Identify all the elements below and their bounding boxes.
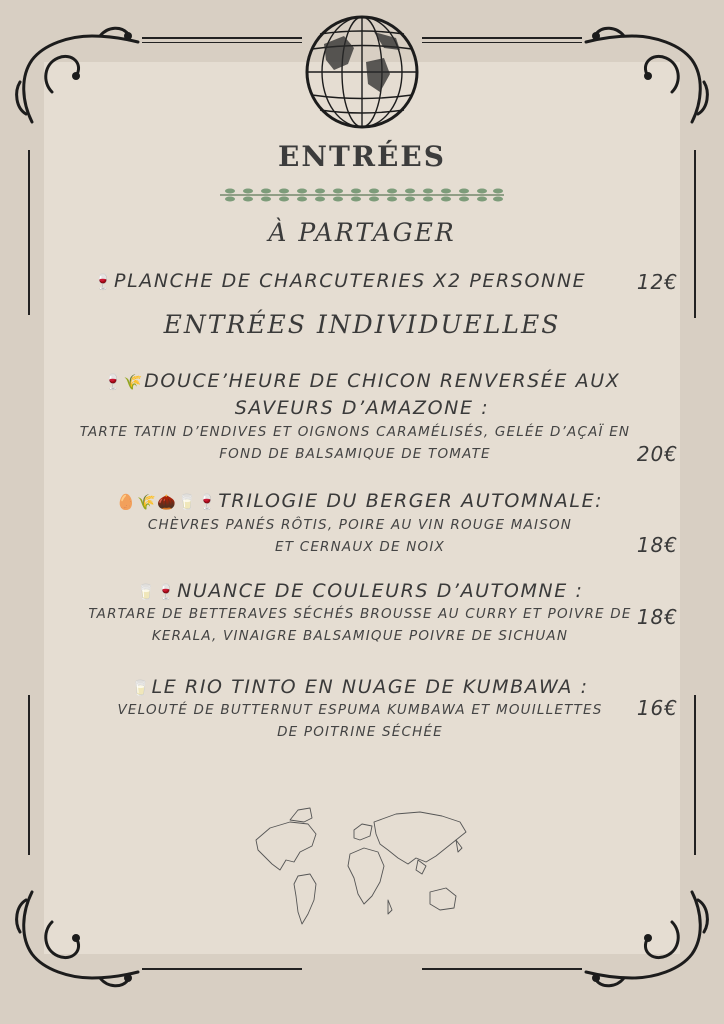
laurel-divider-icon [218, 186, 506, 204]
menu-item-name [70, 488, 650, 515]
allergen-icons: 🥛 [131, 679, 152, 697]
frame-left-line-lower [28, 695, 30, 855]
menu-item-description: KERALA, VINAIGRE BALSAMIQUE POIVRE DE SICHUAN [151, 628, 569, 644]
frame-bottom-left-line [142, 968, 302, 970]
frame-top-left-line [142, 37, 302, 39]
frame-top-right-line-2 [422, 42, 582, 43]
menu-item-label: DOUCE’HEURE DE CHICON RENVERSÉE AUX SAVEURS D’AMAZONE : [144, 370, 621, 419]
section-title-individual: ENTRÉES INDIVIDUELLES [163, 310, 561, 339]
allergen-icons: 🥛🍷 [136, 583, 178, 601]
frame-top-right-line [422, 37, 582, 39]
allergen-icons: 🥚🌾🌰🥛🍷 [116, 493, 219, 511]
frame-top-left-line-2 [142, 42, 302, 43]
frame-bottom-right-line [422, 968, 582, 970]
menu-item-description: TARTE TATIN D’ENDIVES ET OIGNONS CARAMÉLISÉS, GELÉE D’AÇAÏ EN [79, 424, 631, 440]
allergen-icons: 🍷🌾 [103, 373, 145, 391]
frame-right-line-lower [694, 695, 696, 855]
menu-item-description: CHÈVRES PANÉS RÔTIS, POIRE AU VIN ROUGE MAISON [147, 517, 573, 533]
menu-item-description: ET CERNAUX DE NOIX [275, 539, 445, 555]
menu-item-name [60, 268, 620, 295]
menu-item-name [70, 674, 650, 701]
world-map-icon [250, 800, 476, 950]
menu-item-label: NUANCE DE COULEURS D’AUTOMNE : [177, 580, 584, 602]
menu-item-description: FOND DE BALSAMIQUE DE TOMATE [219, 446, 491, 462]
corner-ornament-bottom-right-icon [582, 882, 712, 992]
menu-item-description: VELOUTÉ DE BUTTERNUT ESPUMA KUMBAWA ET MOUILLETTES [117, 702, 603, 718]
menu-item-price: 18€ [636, 533, 678, 557]
corner-ornament-top-left-icon [12, 22, 142, 132]
corner-ornament-top-right-icon [582, 22, 712, 132]
menu-item-price: 16€ [636, 696, 678, 720]
menu-item-price: 18€ [636, 605, 678, 629]
section-title-sharing: À PARTAGER [268, 218, 456, 247]
menu-item-price: 12€ [636, 270, 678, 294]
menu-item-description: DE POITRINE SÉCHÉE [277, 724, 443, 740]
globe-icon [304, 14, 420, 130]
menu-item-name [62, 368, 662, 421]
menu-item-name [70, 578, 650, 605]
page-title: ENTRÉES [278, 140, 446, 173]
corner-ornament-bottom-left-icon [12, 882, 142, 992]
menu-item-label: PLANCHE DE CHARCUTERIES X2 PERSONNE [114, 270, 587, 292]
menu-item-description: TARTARE DE BETTERAVES SÉCHÉS BROUSSE AU CURRY ET POIVRE DE [88, 606, 632, 622]
menu-item-price: 20€ [636, 442, 678, 466]
menu-item-label: LE RIO TINTO EN NUAGE DE KUMBAWA : [151, 676, 589, 698]
menu-item-label: TRILOGIE DU BERGER AUTOMNALE: [218, 490, 604, 512]
allergen-icons: 🍷 [93, 273, 115, 291]
